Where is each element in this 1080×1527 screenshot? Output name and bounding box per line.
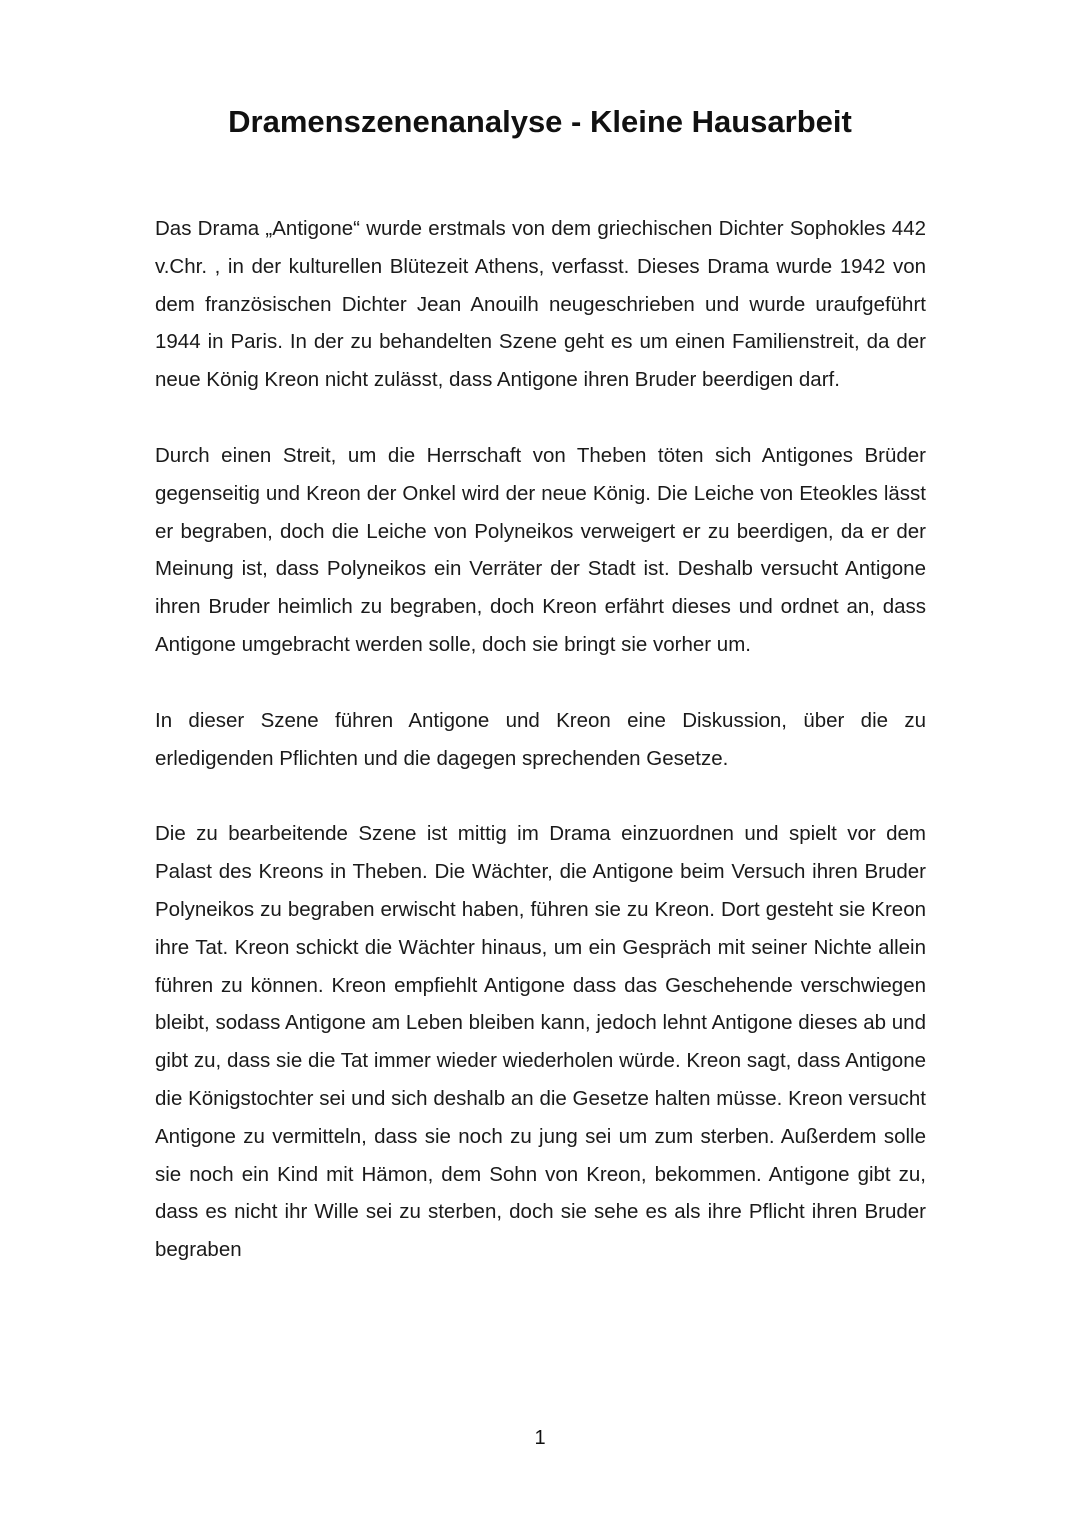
paragraph-scene-summary: In dieser Szene führen Antigone und Kreon eine Diskussion, über die zu erledigenden Pflichten und die dagegen sprechenden Gesetze. [155, 708, 926, 770]
page-number: 1 [534, 1427, 546, 1449]
paragraph-background: Durch einen Streit, um die Herrschaft von Theben töten sich Antigones Brüder gegenseitig und Kreon der Onkel wird der neue König. Die Leiche von Eteokles lässt er begraben, doch die Leiche von Polyneikos verweigert er zu beerdigen, da er der Meinung ist, dass Polyneikos ein Verräter der Stadt ist. Deshalb versucht Antigone ihren Bruder heimlich zu begraben, doch Kreon erfährt dieses und ordnet an, dass Antigone umgebracht werden solle, doch sie bringt sie vorher um. [155, 443, 926, 656]
paragraph-introduction: Das Drama „Antigone“ wurde erstmals von dem griechischen Dichter Sophokles 442 v.Chr. , in der kulturellen Blütezeit Athens, verfasst. Dieses Drama wurde 1942 von dem französischen Dichter Jean Anouilh neugeschrieben und wurde uraufgeführt 1944 in Paris. In der zu behandelten Szene geht es um einen Familienstreit, da der neue König Kreon nicht zulässt, dass Antigone ihren Bruder beerdigen darf. [155, 217, 926, 392]
paragraph-scene-analysis: Die zu bearbeitende Szene ist mittig im Drama einzuordnen und spielt vor dem Palast des Kreons in Theben. Die Wächter, die Antigone beim Versuch ihren Bruder Polyneikos zu begraben erwischt haben, führen sie zu Kreon. Dort gesteht sie Kreon ihre Tat. Kreon schickt die Wächter hinaus, um ein Gespräch mit seiner Nichte allein führen zu können. Kreon empfiehlt Antigone dass das Geschehende verschwiegen bleibt, sodass Antigone am Leben bleiben kann, jedoch lehnt Antigone dieses ab und gibt zu, dass sie die Tat immer wieder wiederholen würde. Kreon sagt, dass Antigone die Königstochter sei und sich deshalb an die Gesetze halten müsse. Kreon versucht Antigone zu vermitteln, dass sie noch zu jung sei um zum sterben. Außerdem solle sie noch ein Kind mit Hämon, dem Sohn von Kreon, bekommen. Antigone gibt zu, dass es nicht ihr Wille sei zu sterben, doch sie sehe es als ihre Pflicht ihren Bruder begraben [155, 822, 926, 1262]
document-title: Dramenszenenanalyse - Kleine Hausarbeit [228, 104, 852, 139]
document-body [155, 210, 926, 1307]
